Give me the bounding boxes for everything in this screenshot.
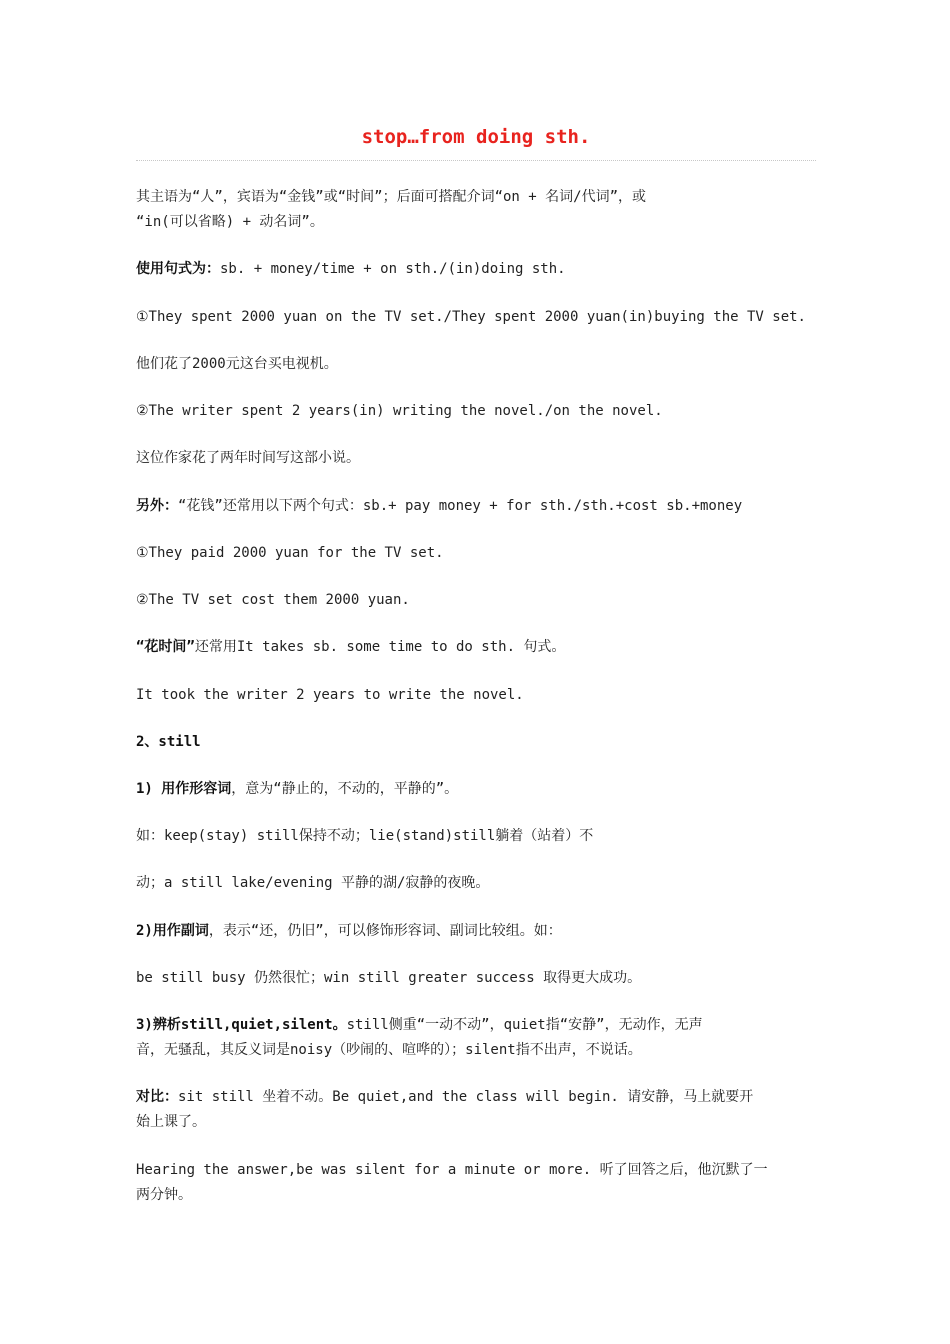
adverb-example: be still busy 仍然很忙；win still greater success 取得更大成功。 xyxy=(136,970,642,986)
pattern-text: sb. + money/time + on sth./(in)doing sth. xyxy=(220,261,566,277)
final-example-line-1: Hearing the answer,be was silent for a minute or more. 听了回答之后，他沉默了一 xyxy=(136,1162,768,1178)
title-divider xyxy=(136,160,816,161)
contrast-paragraph-line-2: 始上课了。 xyxy=(136,1114,206,1130)
example-3: ①They paid 2000 yuan for the TV set. xyxy=(136,545,444,561)
final-example-line-2: 两分钟。 xyxy=(136,1187,192,1203)
example-5: It took the writer 2 years to write the novel. xyxy=(136,687,524,703)
time-usage-label: “花时间” xyxy=(136,639,195,655)
pattern-paragraph xyxy=(136,257,804,282)
example-2-chinese: 这位作家花了两年时间写这部小说。 xyxy=(136,450,360,466)
adjective-example-line-2: 动；a still lake/evening 平静的湖/寂静的夜晚。 xyxy=(136,875,490,891)
example-2-english: ②The writer spent 2 years(in) writing the novel./on the novel. xyxy=(136,403,663,419)
comparison-label: 3)辨析still,quiet,silent。 xyxy=(136,1017,347,1033)
adjective-example-line-1: 如：keep(stay) still保持不动；lie(stand)still躺着（站着）不 xyxy=(136,828,594,844)
time-usage-text: 还常用It takes sb. some time to do sth. 句式。 xyxy=(194,639,566,655)
example-4: ②The TV set cost them 2000 yuan. xyxy=(136,592,410,608)
page-title: stop…from doing sth. xyxy=(361,126,591,148)
section-heading-still: 2、still xyxy=(136,734,201,750)
adverb-usage-label: 2)用作副词 xyxy=(136,923,209,939)
adjective-usage-label: 1) 用作形容词 xyxy=(136,781,232,797)
intro-paragraph-line-1: 其主语为“人”，宾语为“金钱”或“时间”；后面可搭配介词“on + 名词/代词”，或 xyxy=(136,189,647,205)
example-1-chinese: 他们花了2000元这台买电视机。 xyxy=(136,356,338,372)
contrast-label: 对比： xyxy=(136,1089,178,1105)
example-1-english: ①They spent 2000 yuan on the TV set./They spent 2000 yuan(in)buying the TV set. xyxy=(136,309,806,325)
time-usage-paragraph xyxy=(136,635,804,660)
intro-paragraph-line-2: “in(可以省略) + 动名词”。 xyxy=(136,214,324,230)
additional-note-text: “花钱”还常用以下两个句式：sb.+ pay money + for sth./sth.+cost sb.+money xyxy=(178,498,743,514)
adverb-usage-paragraph xyxy=(136,919,804,944)
additional-note-label: 另外： xyxy=(136,498,178,514)
contrast-text: sit still 坐着不动。Be quiet,and the class will begin. 请安静，马上就要开 xyxy=(178,1089,754,1105)
adverb-usage-text: ，表示“还，仍旧”，可以修饰形容词、副词比较组。如： xyxy=(208,923,562,939)
adjective-usage-paragraph xyxy=(136,777,804,802)
comparison-paragraph-line-1 xyxy=(136,1013,804,1038)
additional-note-paragraph xyxy=(136,494,804,519)
pattern-label: 使用句式为： xyxy=(136,261,220,277)
comparison-text: still侧重“一动不动”，quiet指“安静”，无动作，无声 xyxy=(346,1017,703,1033)
contrast-paragraph-line-1 xyxy=(136,1085,804,1110)
adjective-usage-text: ，意为“静止的，不动的，平静的”。 xyxy=(231,781,459,797)
comparison-paragraph-line-2: 音，无骚乱，其反义词是noisy（吵闹的、喧哗的）；silent指不出声，不说话。 xyxy=(136,1042,642,1058)
